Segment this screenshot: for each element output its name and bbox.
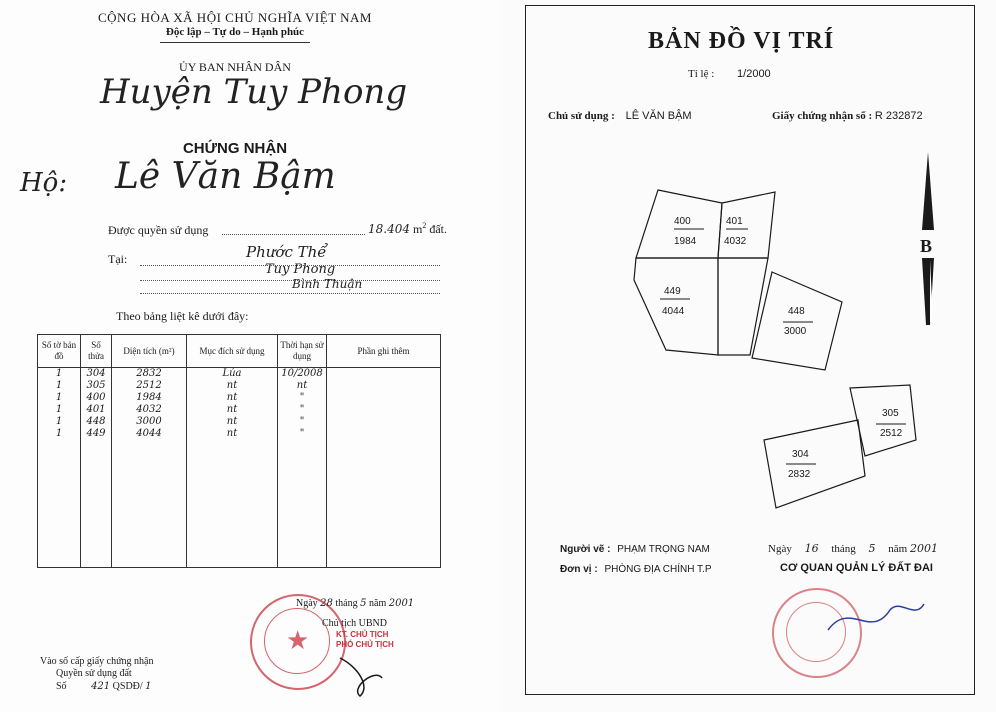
map-date-line xyxy=(768,542,938,555)
register-num: 421 xyxy=(91,681,111,692)
table-row xyxy=(38,416,441,428)
register-page: 1 xyxy=(145,681,152,692)
col-header-area: Diện tích (m²) xyxy=(112,335,187,368)
parcel-448-area: 3000 xyxy=(784,326,807,337)
cell: 2832 xyxy=(112,368,187,381)
cell: 4044 xyxy=(112,428,187,440)
parcel-400-area: 1984 xyxy=(674,236,697,247)
scale-value: 1/2000 xyxy=(737,68,771,80)
country-header: CỘNG HÒA XÃ HỘI CHỦ NGHĨA VIỆT NAM xyxy=(98,10,372,25)
map-date-day: 16 xyxy=(804,542,819,555)
date-nam: năm xyxy=(369,598,387,609)
vice-stamp-line-2: PHÓ CHỦ TỊCH xyxy=(336,640,394,649)
map-date-nam: năm xyxy=(888,543,908,555)
committee-label: ỦY BAN NHÂN DÂN xyxy=(179,60,291,74)
date-month: 5 xyxy=(360,598,367,609)
col-header-purpose: Mục đích sử dụng xyxy=(187,335,278,368)
cell: 4032 xyxy=(112,404,187,416)
cell: Lúa xyxy=(187,368,278,381)
drawer-value: PHẠM TRỌNG NAM xyxy=(617,544,710,555)
cell xyxy=(327,368,441,381)
map-date-year: 2001 xyxy=(909,542,938,555)
owner-line xyxy=(548,110,692,122)
sign-date-line xyxy=(296,598,414,609)
parcel-449-area: 4044 xyxy=(662,306,685,317)
cell xyxy=(327,428,441,440)
owner-handwritten: Lê Văn Bậm xyxy=(115,156,336,197)
table-row xyxy=(38,404,441,416)
agency-signature-mark xyxy=(820,590,930,650)
area-suffix: đất. xyxy=(429,222,448,236)
cell: nt xyxy=(187,404,278,416)
date-day: 28 xyxy=(320,598,333,609)
parcel-400-id: 400 xyxy=(674,216,691,227)
date-ngay: Ngày xyxy=(296,598,318,609)
area-total: 18.404 xyxy=(368,222,410,236)
cell: 1 xyxy=(38,368,81,381)
scale-label: Tỉ lệ : xyxy=(688,68,715,80)
cell: " xyxy=(278,428,327,440)
use-right-dotline xyxy=(222,234,365,235)
cell: 448 xyxy=(81,416,112,428)
ho-label: Hộ: xyxy=(20,168,68,198)
parcel-305-id: 305 xyxy=(882,408,899,419)
parcel-448-id: 448 xyxy=(788,306,805,317)
cell: 10/2008 xyxy=(278,368,327,381)
cell: 304 xyxy=(81,368,112,381)
parcel-448-shape xyxy=(752,272,842,370)
col-header-map-sheet: Số tờ bản đồ xyxy=(38,335,81,368)
register-so: Số xyxy=(56,681,67,692)
col-header-notes: Phần ghi thêm xyxy=(327,335,441,368)
table-filler-row xyxy=(38,440,441,568)
cell: 1 xyxy=(38,416,81,428)
cell: 1 xyxy=(38,392,81,404)
cell xyxy=(327,404,441,416)
register-line-2: Quyền sử dụng đất xyxy=(56,668,132,679)
vice-stamp-line-1: KT. CHỦ TỊCH xyxy=(336,630,389,639)
table-row xyxy=(38,428,441,440)
agency-label: CƠ QUAN QUẢN LÝ ĐẤT ĐAI xyxy=(780,562,933,574)
col-header-parcel: Số thửa xyxy=(81,335,112,368)
north-letter: B xyxy=(920,236,933,256)
cell: nt xyxy=(187,380,278,392)
map-date-thang: tháng xyxy=(831,543,856,555)
place-line-3: Bình Thuận xyxy=(292,277,363,291)
unit-value: PHÒNG ĐỊA CHÍNH T.P xyxy=(604,564,712,575)
cell: 2512 xyxy=(112,380,187,392)
place-line-2: Tuy Phong xyxy=(265,262,336,277)
list-caption: Theo bảng liệt kê dưới đây: xyxy=(116,309,249,323)
table-row xyxy=(38,368,441,381)
cell: nt xyxy=(187,416,278,428)
signature-mark xyxy=(330,648,390,698)
at-label: Tại: xyxy=(108,252,128,266)
cell xyxy=(327,380,441,392)
cell: nt xyxy=(187,428,278,440)
owner-label: Chủ sử dụng : xyxy=(548,110,615,122)
parcel-449b-shape xyxy=(718,258,768,355)
place-dotline-2 xyxy=(140,280,440,281)
map-title: BẢN ĐỒ VỊ TRÍ xyxy=(648,28,835,54)
drawer-line xyxy=(560,544,710,555)
cert-no-line xyxy=(772,110,923,122)
date-year: 2001 xyxy=(388,598,415,609)
parcel-401-id: 401 xyxy=(726,216,743,227)
cell: 401 xyxy=(81,404,112,416)
cell: nt xyxy=(187,392,278,404)
area-sup: 2 xyxy=(422,221,427,230)
cell: 400 xyxy=(81,392,112,404)
cell: nt xyxy=(278,380,327,392)
cell: 1984 xyxy=(112,392,187,404)
parcel-map xyxy=(620,180,950,520)
area-total-line xyxy=(368,221,447,237)
place-line-1: Phước Thể xyxy=(246,243,327,261)
area-unit: m xyxy=(413,222,423,236)
cell: 1 xyxy=(38,428,81,440)
parcel-305-shape xyxy=(850,385,916,456)
parcel-304-area: 2832 xyxy=(788,469,811,480)
chairman-label: Chủ tịch UBND xyxy=(322,618,387,629)
table-row xyxy=(38,392,441,404)
cell xyxy=(327,416,441,428)
cell: 449 xyxy=(81,428,112,440)
motto-underline xyxy=(160,42,310,43)
col-header-term: Thời hạn sử dụng xyxy=(278,335,327,368)
table-header-row xyxy=(38,335,441,368)
seal-star-icon: ★ xyxy=(286,626,310,655)
parcel-304-id: 304 xyxy=(792,449,809,460)
parcel-table xyxy=(37,334,441,568)
unit-label: Đơn vị : xyxy=(560,564,598,575)
owner-value: LÊ VĂN BẬM xyxy=(625,110,692,122)
register-number-line xyxy=(56,681,152,692)
use-right-label: Được quyền sử dụng xyxy=(108,223,209,237)
scale-line xyxy=(688,68,771,80)
cert-no-value: R 232872 xyxy=(874,110,923,122)
district-handwritten: Huyện Tuy Phong xyxy=(100,72,408,112)
cell: " xyxy=(278,416,327,428)
cell: 1 xyxy=(38,380,81,392)
unit-line xyxy=(560,564,712,575)
register-qsdd: QSDĐ/ xyxy=(112,681,143,692)
cert-no-label: Giấy chứng nhận số : xyxy=(772,110,873,122)
parcel-305-area: 2512 xyxy=(880,428,903,439)
parcel-449-id: 449 xyxy=(664,286,681,297)
place-dotline-3 xyxy=(140,293,440,294)
parcel-rows xyxy=(38,368,441,568)
cell xyxy=(327,392,441,404)
motto: Độc lập – Tự do – Hạnh phúc xyxy=(165,26,305,38)
map-date-ngay: Ngày xyxy=(768,543,792,555)
table-row xyxy=(38,380,441,392)
place-dotline-1 xyxy=(140,265,440,266)
parcel-401-area: 4032 xyxy=(724,236,747,247)
cell: 3000 xyxy=(112,416,187,428)
map-date-month: 5 xyxy=(868,542,876,555)
register-line-1: Vào số cấp giấy chứng nhận xyxy=(40,656,154,667)
cell: " xyxy=(278,392,327,404)
date-thang: tháng xyxy=(335,598,358,609)
certificate-title: CHỨNG NHẬN xyxy=(182,140,288,157)
drawer-label: Người vẽ : xyxy=(560,544,611,555)
cell: 1 xyxy=(38,404,81,416)
cell: 305 xyxy=(81,380,112,392)
cell: " xyxy=(278,404,327,416)
